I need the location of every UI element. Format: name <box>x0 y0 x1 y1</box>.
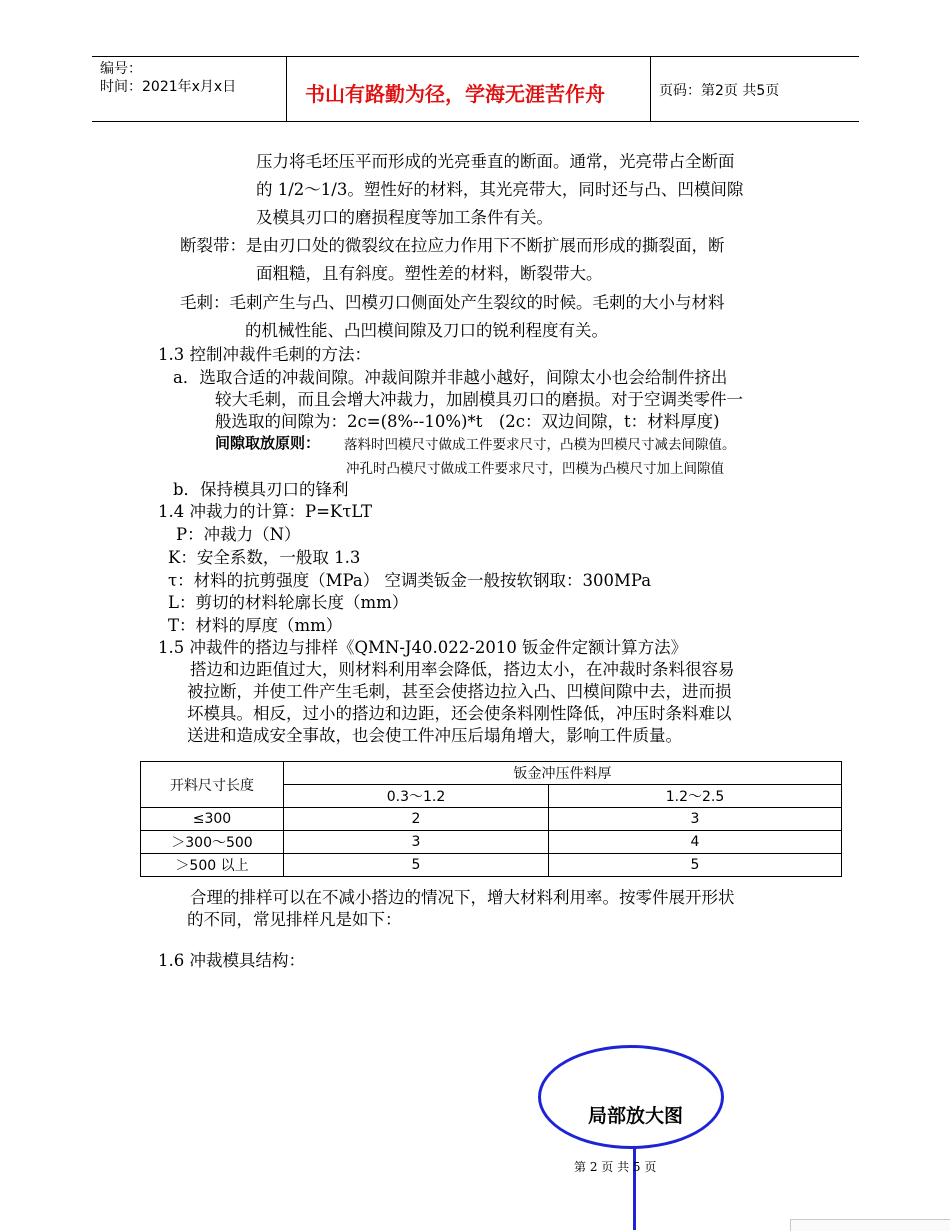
table-sub-header: 0.3～1.2 <box>284 785 549 808</box>
formula-line: L：剪切的材料轮廓长度（mm） <box>168 593 409 612</box>
header-divider-1 <box>286 57 287 122</box>
para-line: 合理的排样可以在不减小搭边的情况下，增大材料利用率。按零件展开形状 <box>190 888 735 907</box>
header-top-rule <box>92 56 859 57</box>
para-line: 的不同，常见排样凡是如下： <box>187 910 402 929</box>
zoom-label: 局部放大图 <box>588 1105 684 1127</box>
para-line: 面粗糙，且有斜度。塑性差的材料，断裂带大。 <box>256 264 603 283</box>
table-cell: 5 <box>549 854 842 877</box>
para-line: 断裂带：是由刃口处的微裂纹在拉应力作用下不断扩展而形成的撕裂面，断 <box>180 236 725 255</box>
table-cell: 4 <box>549 831 842 854</box>
page-corner <box>790 1219 950 1231</box>
header-time: 时间：2021年x月x日 <box>100 79 237 95</box>
table-cell: 5 <box>284 854 549 877</box>
para-line: 送进和造成安全事故，也会使工件冲压后塌角增大，影响工件质量。 <box>187 726 682 745</box>
para-line: 的 1/2～1/3。塑性好的材料，其光亮带大，同时还与凸、凹模间隙 <box>256 180 744 199</box>
para-line: b．保持模具刃口的锋利 <box>173 480 349 499</box>
principle-line-1: 落料时凹模尺寸做成工件要求尺寸，凸模为凹模尺寸减去间隙值。 <box>344 437 736 453</box>
table-cell: 3 <box>284 831 549 854</box>
principle-line-2: 冲孔时凸模尺寸做成工件要求尺寸，凹模为凸模尺寸加上间隙值 <box>346 461 724 477</box>
para-line: 较大毛刺，而且会增大冲裁力，加剧模具刃口的磨损。对于空调类零件一 <box>215 390 743 409</box>
formula-line: K：安全系数，一般取 1.3 <box>168 548 361 567</box>
header-bottom-rule <box>92 121 859 122</box>
header-motto: 书山有路勤为径，学海无涯苦作舟 <box>305 82 605 106</box>
table-cell: ≤300 <box>141 808 284 831</box>
principle-label: 间隙取放原则： <box>215 434 321 452</box>
para-line: 压力将毛坯压平而形成的光亮垂直的断面。通常，光亮带占全断面 <box>256 152 735 171</box>
header-page-info: 页码：第2页 共5页 <box>659 83 780 99</box>
header-divider-2 <box>650 57 651 122</box>
overlap-table <box>140 761 842 877</box>
table-sub-header: 1.2～2.5 <box>549 785 842 808</box>
table-cell: ＞500 以上 <box>141 854 284 877</box>
section-heading: 1.6 冲裁模具结构： <box>158 951 305 970</box>
table-row <box>141 854 842 877</box>
table-cell: 2 <box>284 808 549 831</box>
table-group-header: 钣金冲压件料厚 <box>284 762 842 785</box>
para-line: 及模具刃口的磨损程度等加工条件有关。 <box>256 208 553 227</box>
zoom-ellipse <box>538 1045 724 1149</box>
section-heading: 1.4 冲裁力的计算：P=KτLT <box>158 502 372 521</box>
formula-line: P：冲裁力（N） <box>176 525 301 544</box>
header-number: 编号： <box>100 61 142 77</box>
table-col-header: 开料尺寸长度 <box>141 762 284 808</box>
section-heading: 1.3 控制冲裁件毛刺的方法： <box>158 345 371 364</box>
para-line: 毛刺：毛刺产生与凸、凹模刃口侧面处产生裂纹的时候。毛刺的大小与材料 <box>180 293 725 312</box>
footer-page-number: 第 2 页 共 5 页 <box>574 1160 657 1174</box>
para-line: a．选取合适的冲裁间隙。冲裁间隙并非越小越好，间隙太小也会给制件挤出 <box>173 368 728 387</box>
para-line: 被拉断，并使工件产生毛刺，甚至会使搭边拉入凸、凹模间隙中去，进而损 <box>187 682 732 701</box>
para-line: 的机械性能、凸凹模间隙及刀口的锐利程度有关。 <box>245 321 608 340</box>
table-row <box>141 831 842 854</box>
table-cell: 3 <box>549 808 842 831</box>
table-cell: ＞300～500 <box>141 831 284 854</box>
section-heading: 1.5 冲裁件的搭边与排样《QMN-J40.022-2010 钣金件定额计算方法》 <box>158 638 688 657</box>
para-line: 搭边和边距值过大，则材料利用率会降低，搭边太小，在冲裁时条料很容易 <box>190 660 735 679</box>
table-row <box>141 808 842 831</box>
para-line: 般选取的间隙为：2c=(8%--10%)*t (2c：双边间隙，t：材料厚度) <box>215 412 720 431</box>
formula-line: τ：材料的抗剪强度（MPa） 空调类钣金一般按软钢取：300MPa <box>168 571 652 590</box>
formula-line: T：材料的厚度（mm） <box>168 616 343 635</box>
para-line: 坏模具。相反，过小的搭边和边距，还会使条料刚性降低，冲压时条料难以 <box>187 704 732 723</box>
